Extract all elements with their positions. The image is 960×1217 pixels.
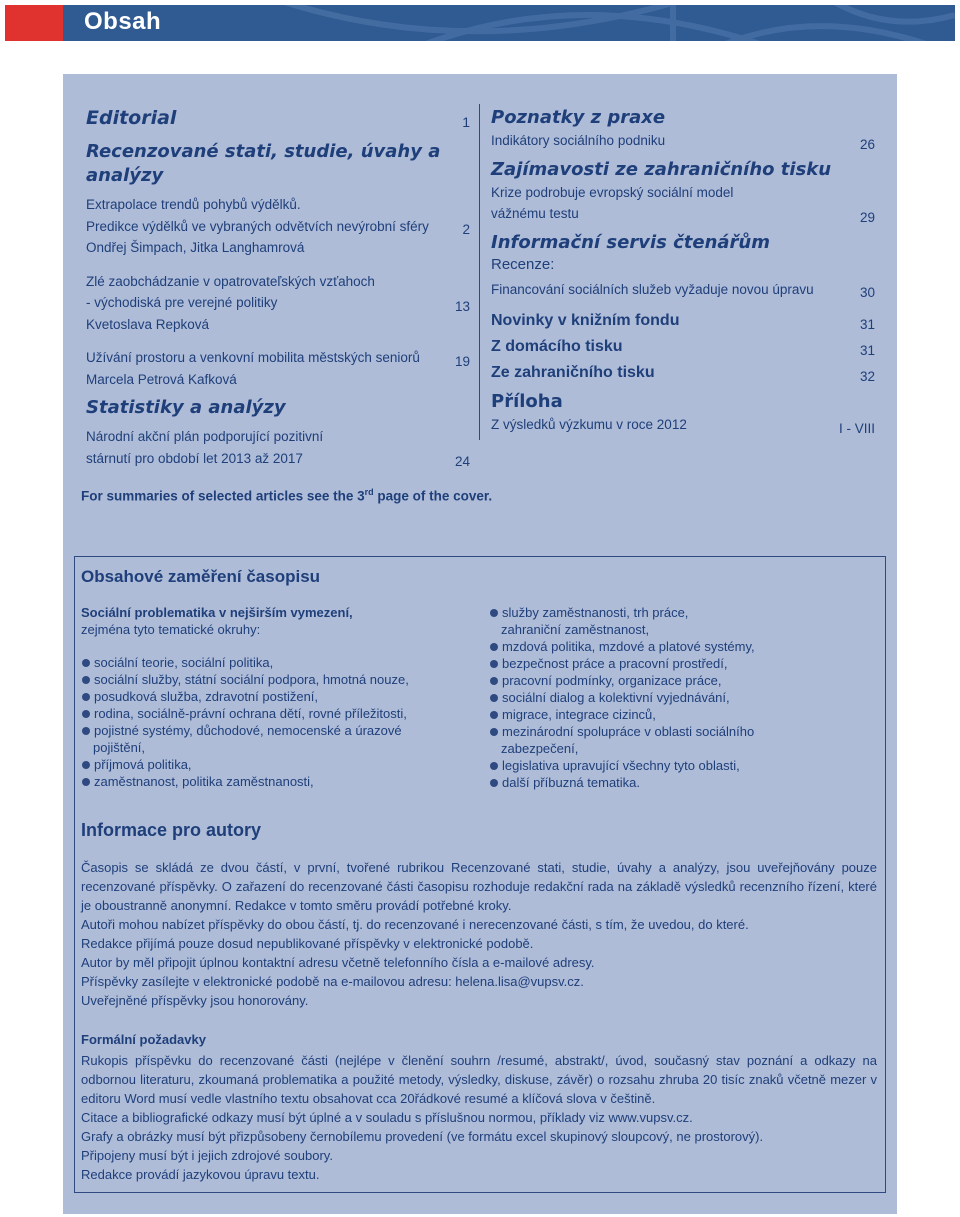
toc-info-item[interactable] [491,358,875,384]
toc-info-item[interactable] [491,306,875,332]
bullet-icon [490,728,498,736]
focus-list-item [489,757,879,774]
bullet-icon [82,710,90,718]
toc-entry-line: Krize podrobuje evropský sociální model [491,184,734,200]
focus-list-item-text: pracovní podmínky, organizace práce, [502,673,722,688]
toc-section-appendix: Příloha [491,391,563,412]
focus-list-item [81,773,466,790]
focus-right-column [489,604,879,791]
focus-list-item [81,671,466,688]
authors-body [81,858,877,1010]
bullet-icon [82,676,90,684]
toc-section-statistics: Statistiky a analýzy [86,397,286,418]
toc-entry[interactable] [86,194,470,259]
formal-paragraph: Rukopis příspěvku do recenzované části (nejlépe v členění souhrn /resumé, abstrakt/, úvod, současný stav poznání a odkazy na odbornou literaturu, zkoumaná problematika a použité metody, výsledky, diskuse, závěr) o rozsahu zhruba 20 tisíc znaků včetně mezer v editoru Word musí vedle vlastního textu obsahovat cca 20řádkové resumé a klíčová slova v češtině. [81,1053,877,1106]
toc-entry-line: Národní akční plán podporující pozitivní [86,429,324,444]
formal-body [81,1051,877,1184]
focus-list-item-text: legislativa upravující všechny tyto oblasti, [502,758,740,773]
toc-entry[interactable] [86,347,470,390]
toc-entry-line: Z výsledků výzkumu v roce 2012 [491,417,687,432]
focus-list-item-text: mezinárodní spolupráce v oblasti sociálního [502,724,755,739]
toc-entry-line: Užívání prostoru a venkovní mobilita městských seniorů [86,350,420,365]
bullet-icon [490,694,498,702]
summary-note-text: For summaries of selected articles see the 3 [81,488,365,504]
focus-list-item [81,705,466,722]
header-decoration [63,5,955,41]
focus-list-item [81,654,466,671]
formal-paragraph: Redakce provádí jazykovou úpravu textu. [81,1167,320,1182]
toc-page-number: I - VIII [838,420,875,436]
focus-list-item-text: zaměstnanost, politika zaměstnanosti, [94,774,314,789]
toc-entry-authors: Marcela Petrová Kafková [86,371,237,387]
focus-list-item-text: mzdová politika, mzdové a platové systémy, [502,639,755,654]
focus-list-item [489,723,879,757]
toc-page-number: 31 [859,317,875,332]
focus-list-item [489,689,879,706]
toc-entry-authors: Ondřej Šimpach, Jitka Langhamrová [86,240,305,255]
focus-list-item-text: sociální služby, státní sociální podpora, hmotná nouze, [94,672,409,687]
toc-entry-line: stárnutí pro období let 2013 až 2017 [86,450,303,466]
toc-page-number: 29 [859,209,875,225]
toc-entry[interactable] [491,130,875,152]
toc-page-number: 2 [462,222,470,237]
bullet-icon [490,660,498,668]
bullet-icon [490,711,498,719]
focus-list-item-text: příjmová politika, [94,757,192,772]
toc-entry[interactable] [86,426,470,469]
toc-entry-line: Financování sociálních služeb vyžaduje novou úpravu [491,281,814,297]
authors-paragraph: Autoři mohou nabízet příspěvky do obou částí, tj. do recenzované i nerecenzované části, s tím, že uvedou, do které. [81,917,749,932]
bullet-icon [490,779,498,787]
toc-page-number: 26 [859,136,875,152]
toc-review-label: Recenze: [491,255,555,273]
toc-entry-line: - východiská pre verejné politiky [86,295,278,310]
focus-right-list [489,604,879,791]
toc-editorial-title: Editorial [86,107,177,129]
focus-list-item-text: další příbuzná tematika. [502,775,641,790]
focus-list-item [489,604,879,638]
authors-paragraph: Autor by měl připojit úplnou kontaktní adresu včetně telefonního čísla a e-mailové adresy. [81,955,595,970]
toc-section-info-service: Informační servis čtenářům [491,231,770,253]
bullet-icon [82,659,90,667]
focus-intro-bold: Sociální problematika v nejširším vymezení, [81,605,353,620]
toc-page-number: 30 [859,285,875,300]
focus-list-item [81,722,466,756]
focus-list-item [489,655,879,672]
toc-page-number: 1 [462,114,470,130]
focus-list-item-text: posudková služba, zdravotní postižení, [94,689,319,704]
focus-list-item-text: pojistné systémy, důchodové, nemocenské a úrazové [94,723,402,738]
toc-entry-line: Predikce výdělků ve vybraných odvětvích nevýrobní sféry [86,218,429,234]
focus-intro: zejména tyto tematické okruhy: [81,622,261,637]
toc-left-column [86,106,470,469]
toc-entry[interactable] [86,271,470,336]
toc-page-number: 13 [454,298,470,314]
focus-left-list [81,654,466,790]
header-red-block [5,5,63,41]
toc-entry[interactable] [491,414,875,436]
summary-note-text-end: page of the cover. [373,488,493,504]
focus-list-item-text: sociální dialog a kolektivní vyjednávání, [502,690,730,705]
focus-title: Obsahové zaměření časopisu [81,567,321,586]
toc-section-practice: Poznatky z praxe [491,107,666,128]
focus-list-item-text: sociální teorie, sociální politika, [94,655,274,670]
focus-list-item-text: rodina, sociálně-právní ochrana dětí, rovné příležitosti, [94,706,407,721]
focus-list-item [489,706,879,723]
toc-entry-line: Extrapolace trendů pohybů výdělků. [86,197,301,212]
toc-info-item[interactable] [491,332,875,358]
bullet-icon [490,677,498,685]
focus-list-item [489,774,879,791]
focus-list-item [489,638,879,655]
toc-page-number: 32 [859,369,875,384]
formal-paragraph: Připojeny musí být i jejich zdrojové soubory. [81,1148,333,1163]
bullet-icon [82,778,90,786]
focus-left-column [81,604,466,790]
focus-list-item [81,688,466,705]
toc-right-column [491,106,875,436]
focus-list-item-text: zabezpečení, [501,741,579,756]
focus-list-item-text: migrace, integrace cizinců, [502,707,656,722]
focus-list-item-text: bezpečnost práce a pracovní prostředí, [502,656,728,671]
formal-paragraph: Grafy a obrázky musí být přizpůsobeny černobílemu provedení (ve formátu excel skupinový sloupcový, ne prostorový). [81,1129,764,1144]
toc-info-item-label: Z domácího tisku [491,338,623,355]
toc-entry[interactable] [491,182,875,225]
toc-info-item-label: Novinky v knižním fondu [491,312,680,329]
toc-editorial[interactable] [86,106,470,130]
summary-note [81,487,492,504]
page-title: Obsah [84,8,162,35]
summary-note-sup: rd [364,487,374,497]
bullet-icon [490,609,498,617]
toc-page-number: 19 [454,353,470,369]
authors-paragraph: Uveřejněné příspěvky jsou honorovány. [81,993,309,1008]
bullet-icon [82,693,90,701]
authors-paragraph: Časopis se skládá ze dvou částí, v první, tvořené rubrikou Recenzované stati, studie, úvahy a analýzy, jsou uveřejňovány pouze recenzované příspěvky. O zařazení do recenzované části časopisu rozhoduje redakční rada na základě výsledků recenzního řízení, které je oboustranně anonymní. Redakce v tomto směru provádí potřebné kroky. [81,860,877,913]
column-divider [479,104,480,440]
authors-paragraph: Redakce přijímá pouze dosud nepublikované příspěvky v elektronické podobě. [81,936,534,951]
toc-section-foreign-press: Zajímavosti ze zahraničního tisku [491,158,832,180]
bullet-icon [490,643,498,651]
formal-paragraph: Citace a bibliografické odkazy musí být úplné a v souladu s příslušnou normou, příklady viz www.vupsv.cz. [81,1110,693,1125]
focus-list-item [81,756,466,773]
bullet-icon [82,761,90,769]
bullet-icon [82,727,90,735]
toc-entry-line: vážnému testu [491,206,579,221]
toc-entry-line: Zlé zaobchádzanie v opatrovateľských vzťahoch [86,273,375,289]
toc-page-number: 24 [454,454,470,469]
toc-entry[interactable] [491,279,875,301]
toc-entry-authors: Kvetoslava Repková [86,316,210,332]
bullet-icon [490,762,498,770]
authors-paragraph: Příspěvky zasílejte v elektronické podobě na e-mailovou adresu: helena.lisa@vupsv.cz. [81,974,584,989]
toc-page-number: 31 [859,343,875,358]
focus-list-item-text: zahraniční zaměstnanost, [501,622,650,637]
focus-list-item [489,672,879,689]
formal-title: Formální požadavky [81,1032,206,1047]
header-bar [63,5,955,41]
toc-entry-line: Indikátory sociálního podniku [491,133,666,148]
authors-title: Informace pro autory [81,820,262,840]
toc-info-item-label: Ze zahraničního tisku [491,364,655,381]
focus-list-item-text: pojištění, [93,740,146,755]
focus-list-item-text: služby zaměstnanosti, trh práce, [502,605,689,620]
toc-section-reviewed: Recenzované stati, studie, úvahy a analýzy [86,141,441,186]
